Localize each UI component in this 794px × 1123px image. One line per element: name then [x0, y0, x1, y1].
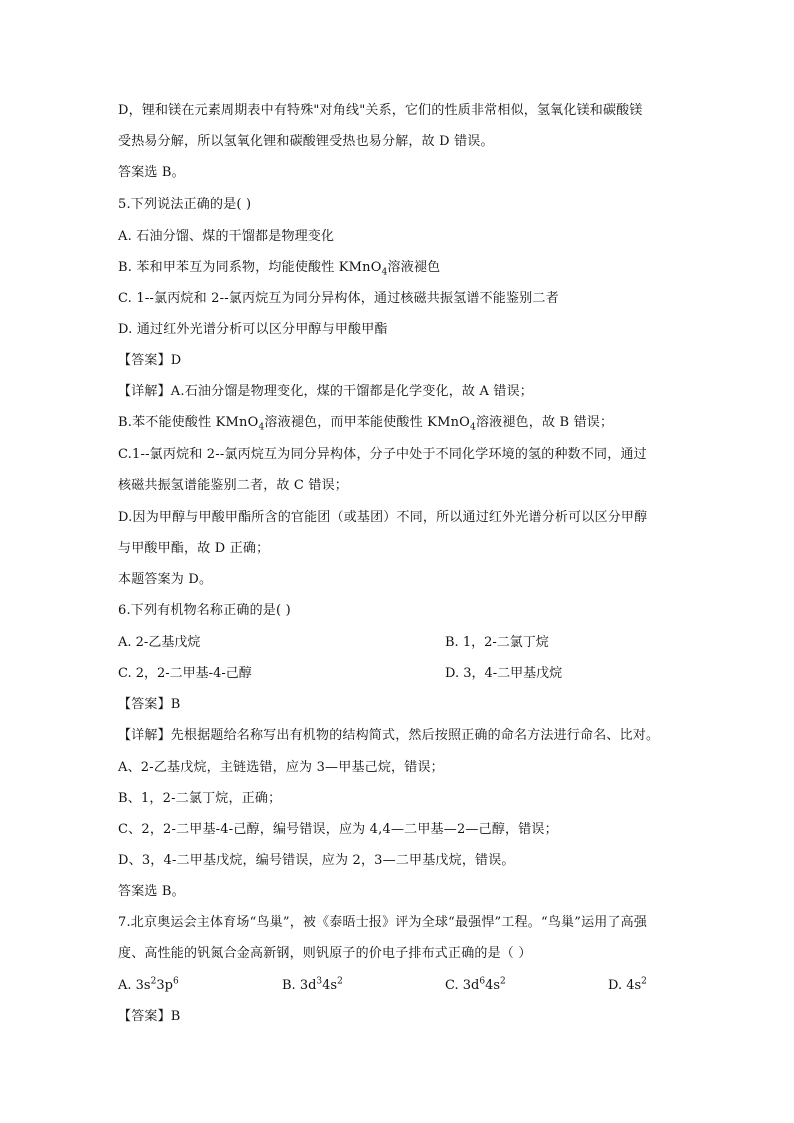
option-c: C. $3d^64s^2$: [445, 976, 506, 993]
option-d: D. $4s^2$: [608, 976, 647, 993]
explanation-line: 核磁共振氢谱能鉴别二者，故 C 错误；: [118, 478, 349, 493]
explanation-line: C、2，2-二甲基-4-己醇，编号错误，应为 4,4—二甲基—2—己醇，错误；: [118, 822, 558, 837]
question-7: 7.北京奥运会主体育场“鸟巢”，被《泰晤士报》评为全球“最强悍”工程。“鸟巢”运用了高强: [118, 915, 648, 930]
explanation-line: B.苯不能使酸性 KMnO$_4$溶液褪色，而甲苯能使酸性 KMnO$_4$溶液褪色，故 B 错误；: [118, 415, 614, 433]
question-7: 度、高性能的钒氮合金高新钢，则钒原子的价电子排布式正确的是（ ）: [118, 946, 532, 961]
question-6: 6.下列有机物名称正确的是( ): [118, 603, 291, 618]
explanation-line: 【详解】先根据题给名称写出有机物的结构简式，然后按照正确的命名方法进行命名、比对。: [118, 728, 660, 743]
option-b: B. $3d^34s^2$: [282, 976, 343, 993]
option-c: C. 1--氯丙烷和 2--氯丙烷互为同分异构体，通过核磁共振氢谱不能鉴别二者: [118, 291, 559, 306]
explanation-line: 【详解】A.石油分馏是物理变化，煤的干馏都是化学变化，故 A 错误；: [118, 384, 533, 399]
option-b: B. 1，2-二氯丁烷: [445, 635, 549, 650]
text-line: 答案选 B。: [118, 165, 185, 180]
text-line: D，锂和镁在元素周期表中有特殊"对角线"关系，它们的性质非常相似，氢氧化镁和碳酸镁: [118, 103, 643, 118]
explanation-line: D、3，4-二甲基戊烷，编号错误，应为 2，3—二甲基戊烷，错误。: [118, 853, 515, 868]
option-c: C. 2，2-二甲基-4-己醇: [118, 666, 252, 681]
option-b: B. 苯和甲苯互为同系物，均能使酸性 KMnO$_4$溶液褪色: [118, 260, 441, 278]
explanation-line: 本题答案为 D。: [118, 572, 213, 587]
option-a: A. 2-乙基戊烷: [118, 635, 201, 650]
explanation-line: C.1--氯丙烷和 2--氯丙烷互为同分异构体，分子中处于不同化学环境的氢的种数不同，通过: [118, 447, 647, 462]
answer-label: 【答案】D: [118, 353, 182, 368]
text-line: 受热易分解，所以氢氧化锂和碳酸锂受热也易分解，故 D 错误。: [118, 134, 494, 149]
explanation-line: B、1，2-二氯丁烷，正确；: [118, 791, 282, 806]
explanation-line: 与甲酸甲酯，故 D 正确；: [118, 541, 270, 556]
option-d: D. 通过红外光谱分析可以区分甲醇与甲酸甲酯: [118, 322, 388, 337]
answer-label: 【答案】B: [118, 697, 181, 712]
explanation-line: 答案选 B。: [118, 884, 185, 899]
question-5: 5.下列说法正确的是( ): [118, 197, 252, 212]
explanation-line: A、2-乙基戊烷，主链选错，应为 3—甲基己烷，错误；: [118, 760, 444, 775]
answer-label: 【答案】B: [118, 1009, 181, 1024]
explanation-line: D.因为甲醇与甲酸甲酯所含的官能团（或基团）不同，所以通过红外光谱分析可以区分甲醇: [118, 510, 648, 525]
option-d: D. 3，4-二甲基戊烷: [445, 666, 563, 681]
option-a: A. 石油分馏、煤的干馏都是物理变化: [118, 229, 335, 244]
option-a: A. $3s^23p^6$: [118, 976, 179, 993]
